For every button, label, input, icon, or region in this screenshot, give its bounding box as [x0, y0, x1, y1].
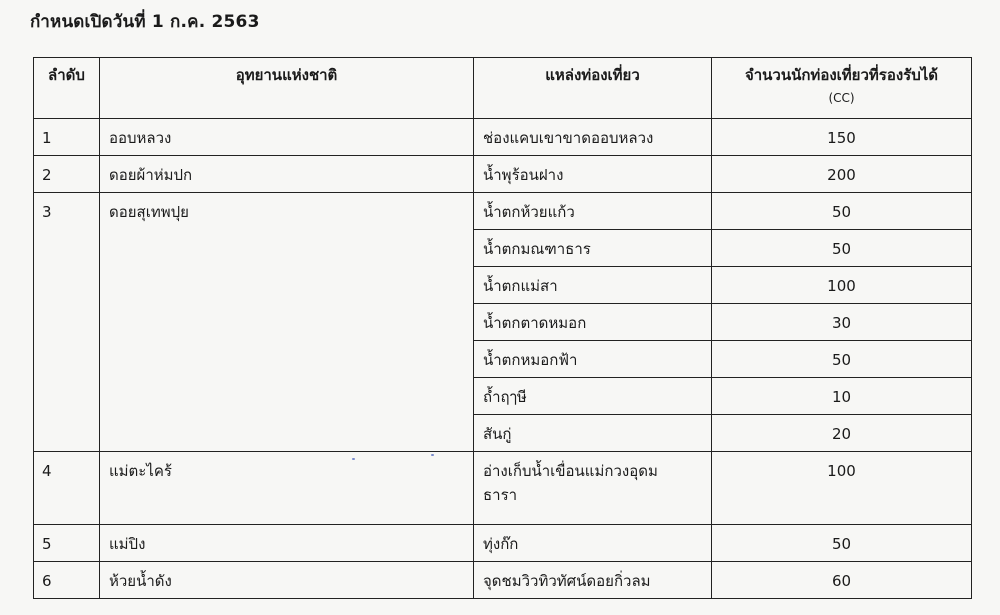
- header-capacity-unit: (CC): [828, 91, 855, 105]
- header-park: อุทยานแห่งชาติ: [100, 58, 474, 119]
- cell-capacity: 200: [712, 156, 972, 193]
- table-row: [34, 525, 972, 562]
- cell-capacity: 10: [712, 378, 972, 415]
- cell-site: ถ้ำฤๅษี: [474, 378, 712, 415]
- table-row: [34, 452, 972, 525]
- cell-site: น้ำพุร้อนฝาง: [474, 156, 712, 193]
- cell-capacity: 30: [712, 304, 972, 341]
- cell-park: ออบหลวง: [100, 119, 474, 156]
- table-row: [34, 193, 972, 230]
- table-row: [34, 119, 972, 156]
- cell-no: 5: [34, 525, 100, 562]
- cell-no: 1: [34, 119, 100, 156]
- cell-site: ทุ่งก๊ก: [474, 525, 712, 562]
- header-capacity-label: จำนวนนักท่องเที่ยวที่รองรับได้: [744, 66, 939, 84]
- cell-capacity: 50: [712, 193, 972, 230]
- cell-capacity: 50: [712, 525, 972, 562]
- table-row: [34, 156, 972, 193]
- cell-capacity: 100: [712, 267, 972, 304]
- cell-site: ช่องแคบเขาขาดออบหลวง: [474, 119, 712, 156]
- header-capacity: [712, 58, 972, 119]
- cell-park: ดอยสุเทพปุย: [100, 193, 474, 452]
- cell-site: สันกู่: [474, 415, 712, 452]
- cell-capacity: 100: [712, 452, 972, 525]
- cell-site: จุดชมวิวทิวทัศน์ดอยกิ่วลม: [474, 562, 712, 599]
- table-header-row: [34, 58, 972, 119]
- cell-no: 6: [34, 562, 100, 599]
- cell-site: น้ำตกตาดหมอก: [474, 304, 712, 341]
- cell-park: ห้วยน้ำดัง: [100, 562, 474, 599]
- cell-site: อ่างเก็บน้ำเขื่อนแม่กวงอุดมธารา: [474, 452, 712, 525]
- tourism-capacity-table: [33, 57, 972, 599]
- cell-site: น้ำตกมณฑาธาร: [474, 230, 712, 267]
- cell-no: 3: [34, 193, 100, 452]
- cell-capacity: 60: [712, 562, 972, 599]
- cell-capacity: 150: [712, 119, 972, 156]
- cell-park: แม่ตะไคร้: [100, 452, 474, 525]
- header-site: แหล่งท่องเที่ยว: [474, 58, 712, 119]
- cell-capacity: 50: [712, 341, 972, 378]
- cell-no: 2: [34, 156, 100, 193]
- scan-speck: [352, 458, 355, 460]
- cell-capacity: 20: [712, 415, 972, 452]
- cell-site: น้ำตกหมอกฟ้า: [474, 341, 712, 378]
- cell-park: ดอยผ้าห่มปก: [100, 156, 474, 193]
- cell-site: น้ำตกห้วยแก้ว: [474, 193, 712, 230]
- cell-park: แม่ปิง: [100, 525, 474, 562]
- cell-site: น้ำตกแม่สา: [474, 267, 712, 304]
- page-heading: กำหนดเปิดวันที่ 1 ก.ค. 2563: [30, 12, 260, 32]
- cell-capacity: 50: [712, 230, 972, 267]
- cell-no: 4: [34, 452, 100, 525]
- table-row: [34, 562, 972, 599]
- scan-speck: [431, 454, 434, 456]
- header-no: ลำดับ: [34, 58, 100, 119]
